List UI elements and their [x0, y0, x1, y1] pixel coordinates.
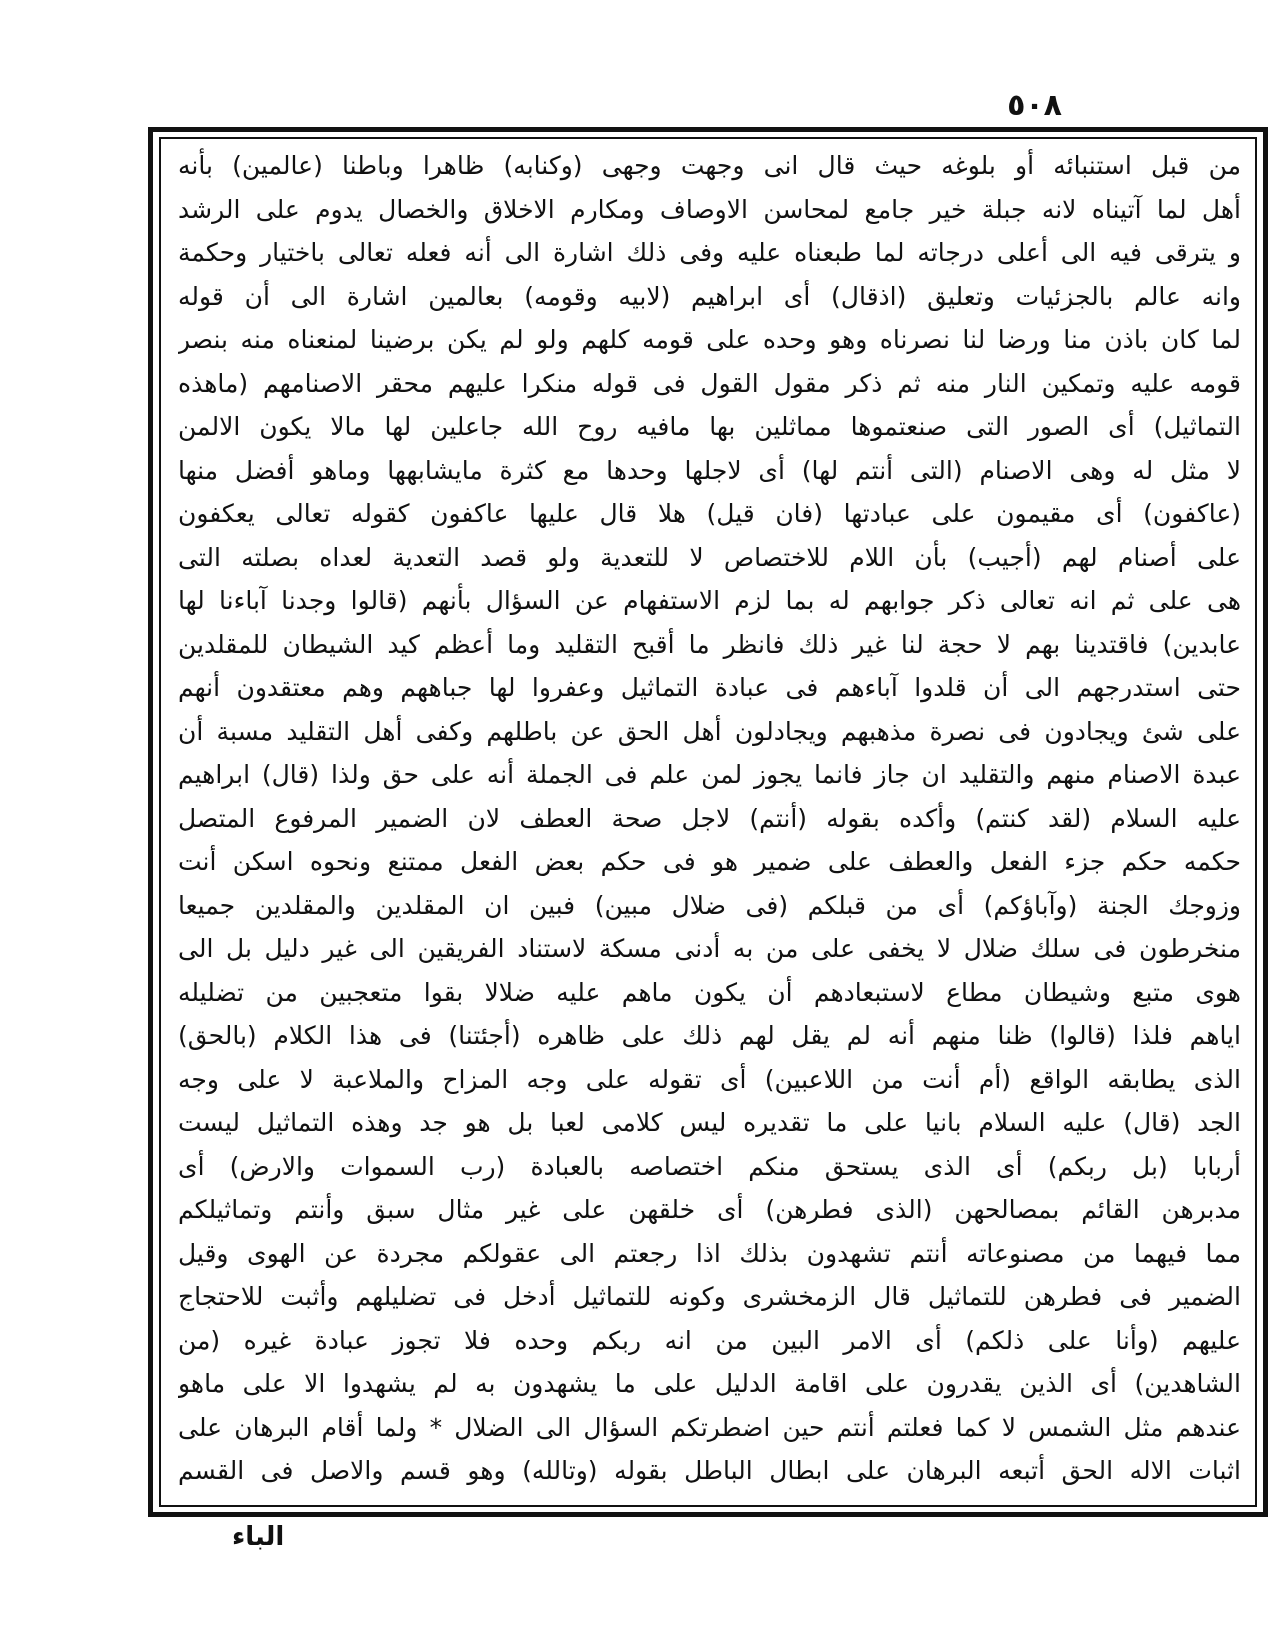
- text-line-3: و يترقى فيه الى أعلى درجاته لما طبعناه عليه وفى ذلك اشارة الى أنه فعله تعالى باختيار وحكمة: [178, 238, 1241, 267]
- text-line-15: عبدة الاصنام منهم والتقليد ان جاز فانما يجوز لمن علم فى الجملة أنه على حق ولذا (قال) ابراهيم: [178, 760, 1241, 789]
- text-line-4: وانه عالم بالجزئيات وتعليق (اذقال) أى ابراهيم (لابيه وقومه) بعالمين اشارة الى أن قوله: [178, 281, 1241, 311]
- text-line-29: الشاهدين) أى الذين يقدرون على اقامة الدليل على ما يشهدون به لم يشهدوا الا على ماهو: [178, 1369, 1241, 1398]
- text-line-13: حتى استدرجهم الى أن قلدوا آباءهم فى عبادة التماثيل وعفروا لها جباههم وهم معتقدون أنهم: [178, 673, 1241, 702]
- text-line-1: من قبل استنبائه أو بلوغه حيث قال انى وجهت وجهى (وكنابه) ظاهرا وباطنا (عالمين) بأنه: [178, 151, 1241, 180]
- text-line-11: هى على ثم انه تعالى ذكر جوابهم له بما لزم الاستفهام عن السؤال بأنهم (قالوا وجدنا آباءنا لها: [178, 586, 1241, 615]
- text-line-31: اثبات الاله الحق أتبعه البرهان على ابطال الباطل بقوله (وتالله) وهو قسم والاصل فى القسم: [178, 1456, 1241, 1485]
- text-line-7: التماثيل) أى الصور التى صنعتموها مماثلين بها مافيه روح الله جاعلين لها مالا يكون الالمن: [178, 412, 1241, 441]
- text-line-8: لا مثل له وهى الاصنام (التى أنتم لها) أى لاجلها وحدها مع كثرة مايشابهها وماهو أفضل منها: [178, 455, 1241, 485]
- text-line-30: عندهم مثل الشمس لا كما فعلتم أنتم حين اضطرتكم السؤال الى الضلال * ولما أقام البرهان على: [178, 1412, 1241, 1442]
- text-line-21: اياهم فلذا (قالوا) ظنا منهم أنه لم يقل لهم ذلك على ظاهره (أجئتنا) فى هذا الكلام (بالحق): [178, 1021, 1241, 1050]
- text-line-22: الذى يطابقه الواقع (أم أنت من اللاعبين) أى تقوله على وجه المزاح والملاعبة لا على وجه: [178, 1064, 1241, 1094]
- text-line-25: مدبرهن القائم بمصالحهن (الذى فطرهن) أى خلقهن على غير مثال سبق وأنتم وتماثيلكم: [178, 1195, 1241, 1224]
- text-line-18: وزوجك الجنة (وآباؤكم) أى من قبلكم (فى ضلال مبين) فبين ان المقلدين والمقلدين جميعا: [178, 890, 1241, 920]
- text-line-24: أربابا (بل ربكم) أى الذى يستحق منكم اختصاصه بالعبادة (رب السموات والارض) أى: [178, 1151, 1241, 1181]
- catchword: الباء: [232, 1522, 285, 1552]
- text-line-17: حكمه حكم جزء الفعل والعطف على ضمير هو فى حكم بعض الفعل ممتنع ونحوه اسكن أنت: [178, 847, 1241, 876]
- text-line-9: (عاكفون) أى مقيمون على عبادتها (فان قيل) هلا قال عليها عاكفون كقوله تعالى يعكفون: [178, 499, 1241, 528]
- text-line-12: عابدين) فاقتدينا بهم لا حجة لنا غير ذلك فانظر ما أقبح التقليد وما أعظم كيد الشيطان للمقلدين: [178, 629, 1241, 659]
- text-line-23: الجد (قال) عليه السلام بانيا على ما تقديره ليس كلامى لعبا بل هو جد وهذه التماثيل ليست: [178, 1108, 1241, 1137]
- text-line-14: على شئ ويجادون فى نصرة مذهبهم ويجادلون أهل الحق عن باطلهم وكفى أهل التقليد مسبة أن: [178, 716, 1241, 746]
- text-line-16: عليه السلام (لقد كنتم) وأكده بقوله (أنتم) لاجل صحة العطف لان الضمير المرفوع المتصل: [178, 803, 1241, 833]
- text-line-2: أهل لما آتيناه لانه جبلة خير جامع لمحاسن الاوصاف ومكارم الاخلاق والخصال يدوم على الرشد: [178, 194, 1241, 224]
- text-line-27: الضمير فى فطرهن للتماثيل قال الزمخشرى وكونه للتماثيل أدخل فى تضليلهم وأثبت للاحتجاج: [178, 1282, 1241, 1311]
- text-line-26: مما فيهما من مصنوعاته أنتم تشهدون بذلك اذا رجعتم الى عقولكم مجردة عن الهوى وقيل: [178, 1238, 1241, 1268]
- text-line-28: عليهم (وأنا على ذلكم) أى الامر البين من انه ربكم وحده فلا تجوز عبادة غيره (من: [178, 1325, 1241, 1355]
- text-line-19: منخرطون فى سلك ضلال لا يخفى على من به أدنى مسكة لاستناد الفريقين الى غير دليل بل الى: [178, 934, 1241, 963]
- text-line-20: هوى متبع وشيطان مطاع لاستبعادهم أن يكون ماهم عليه ضلالا بقوا متعجبين من تضليله: [178, 977, 1241, 1007]
- text-block: [178, 146, 1241, 1502]
- text-line-10: على أصنام لهم (أجيب) بأن اللام للاختصاص لا للتعدية ولو قصد التعدية لعداه بصلته التى: [178, 542, 1241, 572]
- text-line-6: قومه عليه وتمكين النار منه ثم ذكر مقول القول فى قوله منكرا عليهم محقر الاصنامهم (ماهذه: [178, 368, 1241, 398]
- text-line-5: لما كان باذن منا ورضا لنا نصرناه وهو وحده على قومه كلهم ولو لم يكن برضينا لمنعناه منه بنصر: [178, 325, 1241, 354]
- page-number: ٥٠٨: [1007, 88, 1062, 123]
